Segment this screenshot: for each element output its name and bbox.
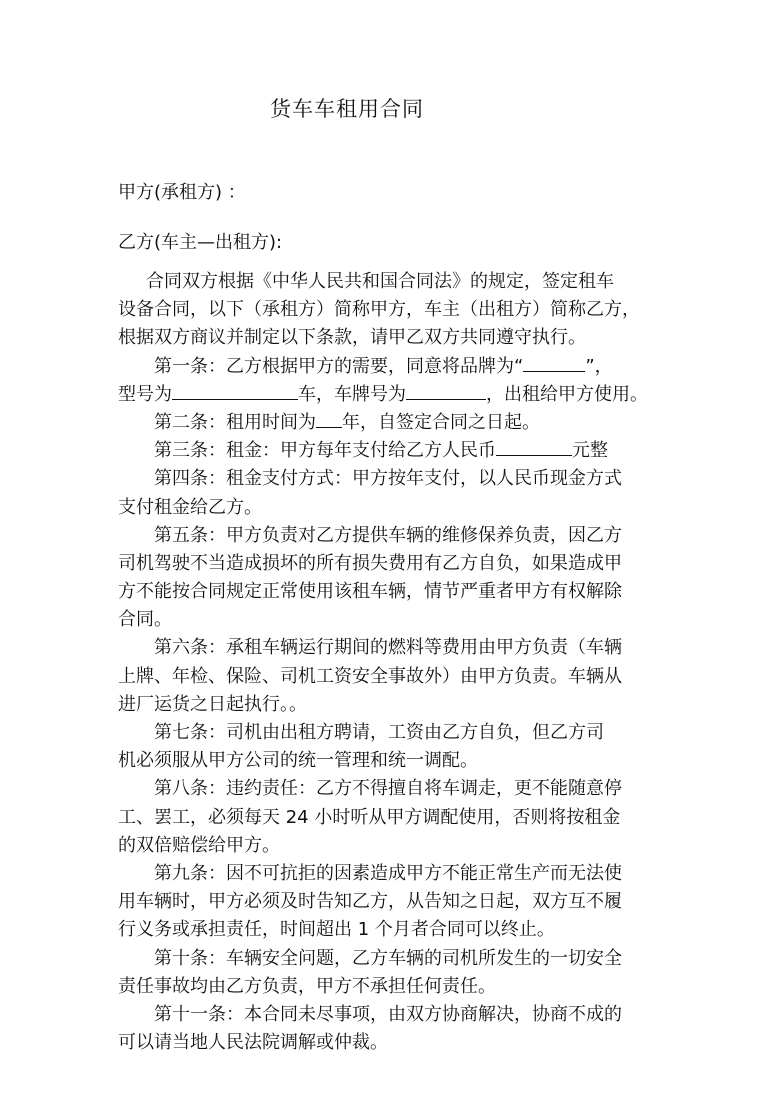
model-blank <box>172 381 298 400</box>
clause-1-text: 型号为 <box>118 383 172 405</box>
clause-6-line: 进厂运货之日起执行。。 <box>118 693 307 715</box>
clause-8-line: 的双倍赔偿给甲方。 <box>118 834 280 856</box>
clause-5-line: 合同。 <box>118 609 172 631</box>
term-blank <box>316 409 342 428</box>
clause-10-line: 责任事故均由乙方负责，甲方不承担任何责任。 <box>118 975 496 997</box>
clause-4-line: 第四条：租金支付方式：甲方按年支付，以人民币现金方式 <box>154 468 622 490</box>
clause-8-line: 工、罢工，必须每天 24 小时听从甲方调配使用，否则将按租金 <box>118 806 621 828</box>
clause-9-line: 第九条：因不可抗拒的因素造成甲方不能正常生产而无法使 <box>154 862 622 884</box>
intro-line: 合同双方根据《中华人民共和国合同法》的规定，签定租车 <box>146 271 614 292</box>
clause-1-line <box>118 381 658 409</box>
clause-7-line: 第七条：司机由出租方聘请，工资由乙方自负，但乙方司 <box>154 722 604 743</box>
clause-2-text: 年，自签定合同之日起。 <box>342 411 540 433</box>
clause-5-line: 司机驾驶不当造成损坏的所有损失费用有乙方自负，如果造成甲 <box>118 552 622 574</box>
clause-6-line: 上牌、年检、保险、司机工资安全事故外）由甲方负责。车辆从 <box>118 665 622 687</box>
clause-1-text: ”， <box>585 355 613 377</box>
clause-11-line: 第十一条：本合同未尽事项，由双方协商解决，协商不成的 <box>154 1003 622 1025</box>
intro-line: 根据双方商议并制定以下条款，请甲乙双方共同遵守执行。 <box>118 327 586 349</box>
clause-7-line: 机必须服从甲方公司的统一管理和统一调配。 <box>118 750 478 772</box>
rent-blank <box>496 437 572 456</box>
clause-11-line: 可以请当地人民法院调解或仲裁。 <box>118 1032 388 1054</box>
clause-9-line: 行义务或承担责任，时间超出 1 个月者合同可以终止。 <box>118 919 555 941</box>
clause-8-line: 第八条：违约责任：乙方不得擅自将车调走，更不能随意停 <box>154 778 622 800</box>
plate-blank <box>406 381 486 400</box>
clause-2-text: 第二条：租用时间为 <box>154 411 316 433</box>
clause-2-line <box>118 409 658 437</box>
clause-5-line: 方不能按合同规定正常使用该租车辆，情节严重者甲方有权解除 <box>118 581 622 603</box>
clause-3-text: 元整 <box>572 440 608 462</box>
clause-6-line: 第六条：承租车辆运行期间的燃料等费用由甲方负责（车辆 <box>154 637 622 659</box>
brand-blank <box>523 353 585 372</box>
clause-10-line: 第十条：车辆安全问题，乙方车辆的司机所发生的一切安全 <box>154 947 622 969</box>
party-b-line: 乙方(车主—出租方): <box>118 232 283 253</box>
clause-9-line: 用车辆时，甲方必须及时告知乙方，从告知之日起，双方互不履 <box>118 891 622 913</box>
page-title: 货车车租用合同 <box>270 97 424 121</box>
clause-1-line <box>118 353 658 381</box>
clause-5-line: 第五条：甲方负责对乙方提供车辆的维修保养负责，因乙方 <box>154 524 622 546</box>
party-a-line: 甲方(承租方) ： <box>118 182 246 203</box>
clause-1-text: ，出租给甲方使用。 <box>486 383 648 405</box>
clause-1-text: 车，车牌号为 <box>298 383 406 405</box>
intro-line: 设备合同，以下（承租方）简称甲方，车主（出租方）简称乙方， <box>118 299 640 321</box>
clause-4-line: 支付租金给乙方。 <box>118 496 262 518</box>
contract-body <box>118 268 658 1057</box>
clause-3-text: 第三条：租金：甲方每年支付给乙方人民币 <box>154 440 496 462</box>
clause-3-line <box>118 437 658 465</box>
clause-1-text: 第一条：乙方根据甲方的需要，同意将品牌为“ <box>154 355 524 377</box>
